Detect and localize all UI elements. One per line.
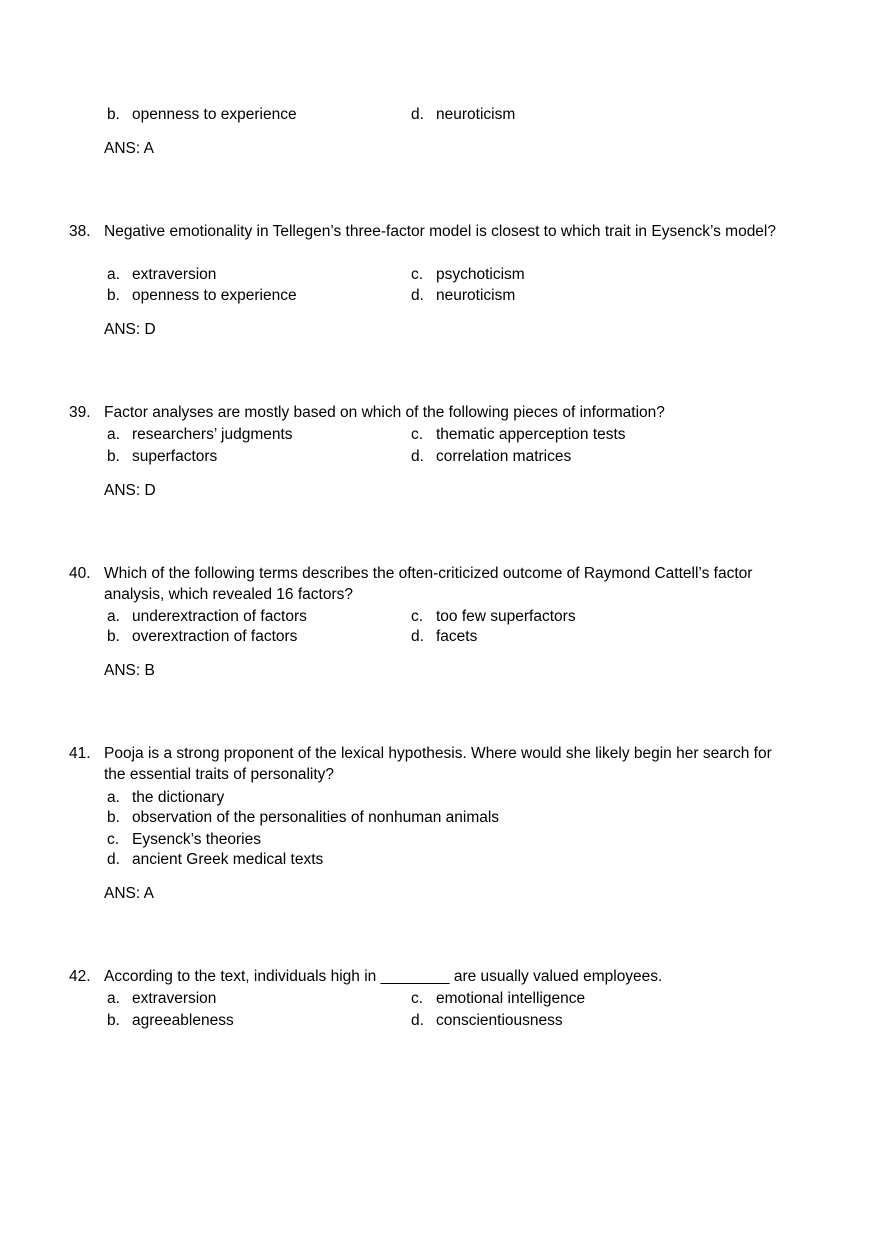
option-c: c. psychoticism: [411, 266, 525, 283]
question-text: Factor analyses are mostly based on which of the following pieces of information?: [104, 404, 665, 421]
option-b: b. overextraction of factors: [107, 628, 298, 645]
option-c: c. emotional intelligence: [411, 990, 586, 1007]
option-c: c. too few superfactors: [411, 608, 576, 625]
question-text: According to the text, individuals high in ________ are usually valued employees.: [104, 968, 663, 985]
carryover-answer: ANS: A: [104, 140, 154, 157]
question-number: 40.: [69, 565, 91, 582]
option-b: b. openness to experience: [107, 287, 297, 304]
question-number: 39.: [69, 404, 91, 421]
answer: ANS: B: [104, 662, 155, 679]
answer: ANS: D: [104, 482, 156, 499]
option-c: c. Eysenck’s theories: [107, 831, 261, 848]
question-number: 38.: [69, 223, 91, 240]
option-b: b. observation of the personalities of nonhuman animals: [107, 809, 500, 826]
option-d: d. ancient Greek medical texts: [107, 851, 324, 868]
option-c: c. thematic apperception tests: [411, 426, 626, 443]
answer: ANS: A: [104, 885, 154, 902]
carryover-option-b: b. openness to experience: [107, 106, 297, 123]
question-number: 42.: [69, 968, 91, 985]
option-d: d. conscientiousness: [411, 1012, 563, 1029]
option-b: b. superfactors: [107, 448, 218, 465]
question-text: Which of the following terms describes the often-criticized outcome of Raymond Cattell’s factor analysis, which revealed 16 factors?: [104, 565, 753, 603]
option-d: d. neuroticism: [411, 287, 516, 304]
question-text: Negative emotionality in Tellegen’s three-factor model is closest to which trait in Eysenck’s model?: [104, 223, 776, 240]
option-a: a. extraversion: [107, 266, 217, 283]
option-a: a. researchers’ judgments: [107, 426, 293, 443]
option-a: a. the dictionary: [107, 789, 225, 806]
question-text: Pooja is a strong proponent of the lexical hypothesis. Where would she likely begin her search for the essential traits of personality?: [104, 745, 772, 783]
option-d: d. correlation matrices: [411, 448, 572, 465]
option-a: a. underextraction of factors: [107, 608, 307, 625]
option-d: d. facets: [411, 628, 478, 645]
option-a: a. extraversion: [107, 990, 217, 1007]
answer: ANS: D: [104, 321, 156, 338]
option-b: b. agreeableness: [107, 1012, 234, 1029]
carryover-option-d: d. neuroticism: [411, 106, 516, 123]
question-number: 41.: [69, 745, 91, 762]
